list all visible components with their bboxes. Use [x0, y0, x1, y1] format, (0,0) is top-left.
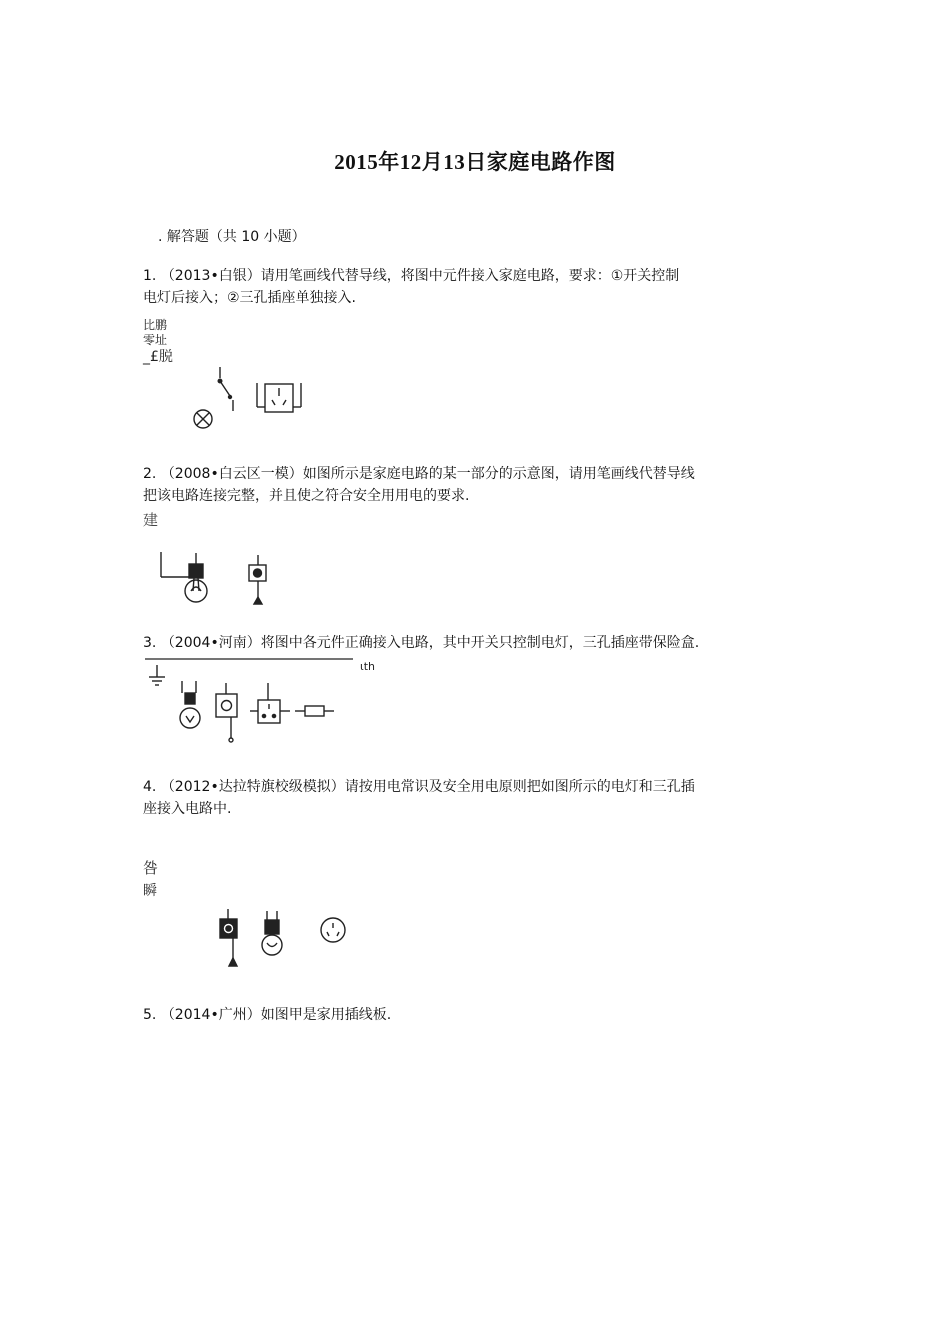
question-5 [143, 1004, 823, 1026]
question-number: 1. [143, 268, 157, 284]
question-text: （2012•达拉特旗校级模拟）请按用电常识及安全用电原则把如图所示的电灯和三孔插 [160, 779, 695, 795]
page-title: 2015年12月13日家庭电路作图 [334, 150, 616, 174]
figure-1-label-3: _£脱 [143, 349, 173, 365]
question-number: 2. [143, 466, 157, 482]
figure-2-label: 建 [143, 511, 159, 529]
round-socket-icon [321, 918, 345, 942]
question-text: （2008•白云区一模）如图所示是家庭电路的某一部分的示意图，请用笔画线代替导线 [160, 466, 695, 482]
question-number: 5. [143, 1007, 157, 1023]
question-text-cont: 座接入电路中. [143, 801, 232, 817]
question-number: 4. [143, 779, 157, 795]
figure-4-label-2: 瞬 [143, 883, 157, 899]
section-heading: . 解答题（共 10 小题） [158, 229, 306, 245]
figure-3-label: ιth [360, 660, 376, 673]
question-text: （2004•河南）将图中各元件正确接入电路，其中开关只控制电灯，三孔插座带保险盒. [160, 635, 700, 651]
question-number: 3. [143, 635, 157, 651]
pull-switch-icon [220, 909, 237, 966]
figure-4-label-1: 咎 [143, 859, 159, 877]
light-bulb-icon [262, 911, 282, 955]
question-text: （2014•广州）如图甲是家用插线板. [160, 1007, 392, 1023]
question-text-cont: 把该电路连接完整，并且使之符合安全用用电的要求. [143, 488, 470, 504]
figure-1-label-2: 零址 [143, 333, 168, 347]
question-text: （2013•白银）请用笔画线代替导线，将图中元件接入家庭电路，要求：①开关控制 [160, 268, 680, 284]
figure-1-label-1: 比鹏 [143, 318, 168, 332]
question-text-cont: 电灯后接入；②三孔插座单独接入. [143, 290, 357, 306]
